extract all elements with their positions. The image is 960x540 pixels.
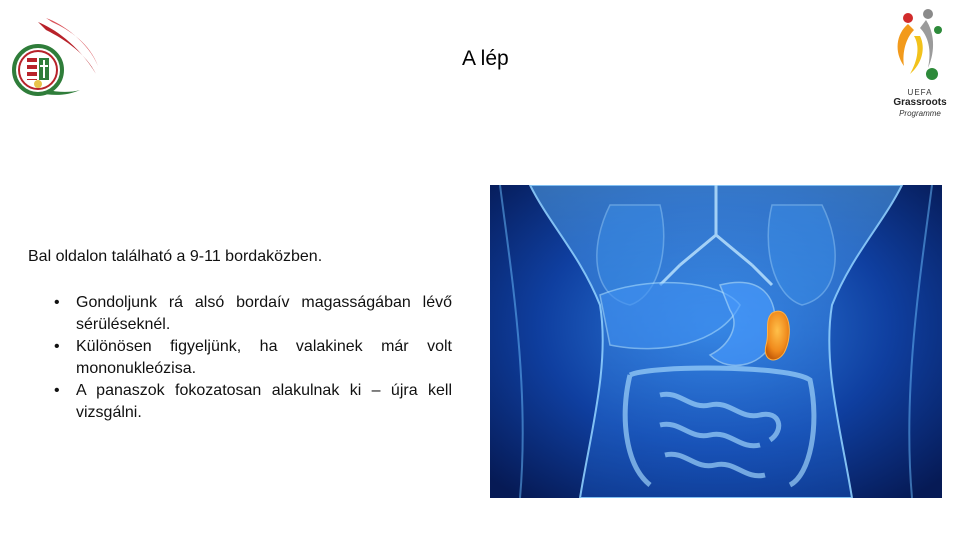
slide-title: A lép <box>462 47 509 70</box>
uefa-grassroots-logo-icon <box>888 8 952 120</box>
abdominal-anatomy-spleen-illustration <box>490 185 942 498</box>
list-item: • Gondoljunk rá alsó bordaív magasságában lévő sérüléseknél. <box>54 294 452 333</box>
programme-label: Programme <box>899 109 941 118</box>
uefa-label: UEFA <box>907 88 933 97</box>
list-item: • A panaszok fokozatosan alakulnak ki – újra kell vizsgálni. <box>54 382 452 421</box>
bullet-text: A panaszok fokozatosan alakulnak ki – újra kell vizsgálni. <box>76 382 452 421</box>
intro-text: Bal oldalon található a 9-11 bordaközben. <box>28 248 323 265</box>
bullet-text: Gondoljunk rá alsó bordaív magasságában lévő sérüléseknél. <box>76 294 452 333</box>
bullet-text: Különösen figyeljünk, ha valakinek már volt mononukleózisa. <box>76 338 452 377</box>
list-item: • Különösen figyeljünk, ha valakinek már volt mononukleózisa. <box>54 338 452 377</box>
bullet-list <box>50 292 452 424</box>
hungarian-football-federation-crest-icon <box>8 14 100 100</box>
grassroots-label: Grassroots <box>893 97 947 108</box>
